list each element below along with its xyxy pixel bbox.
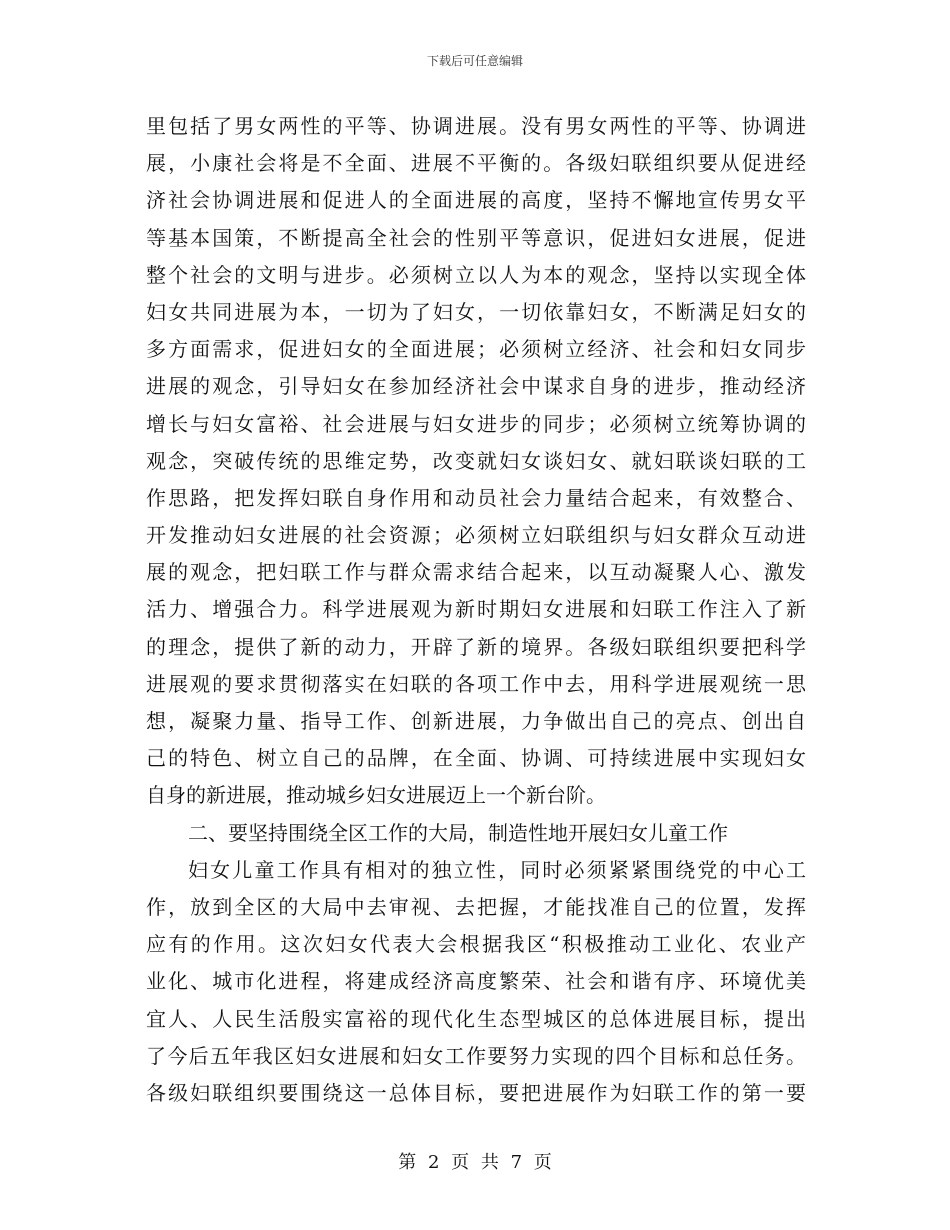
text-line: 济社会协调进展和促进人的全面进展的高度，坚持不懈地宣传男女平 bbox=[146, 188, 806, 213]
text-line: 的理念，提供了新的动力，开辟了新的境界。各级妇联组织要把科学 bbox=[146, 634, 806, 659]
text-line: 进展观的要求贯彻落实在妇联的各项工作中去，用科学进展观统一思 bbox=[146, 671, 806, 696]
text-line: 己的特色、树立自己的品牌，在全面、协调、可持续进展中实现妇女 bbox=[146, 746, 806, 771]
text-line: 等基本国策，不断提高全社会的性别平等意识，促进妇女进展，促进 bbox=[146, 225, 806, 250]
text-line: 应有的作用。这次妇女代表大会根据我区“积极推动工业化、农业产 bbox=[146, 932, 806, 957]
page-number: 第 2 页 共 7 页 bbox=[398, 1152, 552, 1173]
text-line: 进展的观念，引导妇女在参加经济社会中谋求自身的进步，推动经济 bbox=[146, 374, 806, 399]
text-line: 妇女共同进展为本，一切为了妇女，一切依靠妇女，不断满足妇女的 bbox=[146, 299, 806, 324]
text-line: 开发推动妇女进展的社会资源；必须树立妇联组织与妇女群众互动进 bbox=[146, 523, 806, 548]
text-line: 自身的新进展，推动城乡妇女进展迈上一个新台阶。 bbox=[146, 783, 606, 808]
text-line: 观念，突破传统的思维定势，改变就妇女谈妇女、就妇联谈妇联的工 bbox=[146, 448, 806, 473]
text-line: 宜人、人民生活殷实富裕的现代化生态型城区的总体进展目标，提出 bbox=[146, 1006, 806, 1031]
text-line: 多方面需求，促进妇女的全面进展；必须树立经济、社会和妇女同步 bbox=[146, 337, 806, 362]
text-line: 妇女儿童工作具有相对的独立性，同时必须紧紧围绕党的中心工 bbox=[188, 857, 806, 882]
text-line: 作，放到全区的大局中去审视、去把握，才能找准自己的位置，发挥 bbox=[146, 894, 806, 919]
text-line: 增长与妇女富裕、社会进展与妇女进步的同步；必须树立统筹协调的 bbox=[146, 411, 806, 436]
text-line: 展的观念，把妇联工作与群众需求结合起来，以互动凝聚人心、激发 bbox=[146, 560, 806, 585]
document-body bbox=[146, 108, 806, 1112]
text-line: 里包括了男女两性的平等、协调进展。没有男女两性的平等、协调进 bbox=[146, 114, 806, 138]
text-line: 整个社会的文明与进步。必须树立以人为本的观念，坚持以实现全体 bbox=[146, 262, 806, 287]
text-line: 活力、增强合力。科学进展观为新时期妇女进展和妇联工作注入了新 bbox=[146, 597, 806, 622]
text-line: 了今后五年我区妇女进展和妇女工作要努力实现的四个目标和总任务。 bbox=[146, 1043, 806, 1068]
page-header: 下载后可任意编辑 bbox=[426, 54, 523, 68]
text-line: 想，凝聚力量、指导工作、创新进展，力争做出自己的亮点、创出自 bbox=[146, 709, 806, 733]
text-line: 展，小康社会将是不全面、进展不平衡的。各级妇联组织要从促进经 bbox=[146, 151, 806, 176]
text-line: 作思路，把发挥妇联自身作用和动员社会力量结合起来，有效整合、 bbox=[146, 485, 806, 510]
text-line: 各级妇联组织要围绕这一总体目标，要把进展作为妇联工作的第一要 bbox=[146, 1080, 806, 1105]
section-heading: 二、要坚持围绕全区工作的大局，制造性地开展妇女儿童工作 bbox=[188, 820, 728, 845]
text-line: 业化、城市化进程，将建成经济高度繁荣、社会和谐有序、环境优美 bbox=[146, 969, 806, 994]
